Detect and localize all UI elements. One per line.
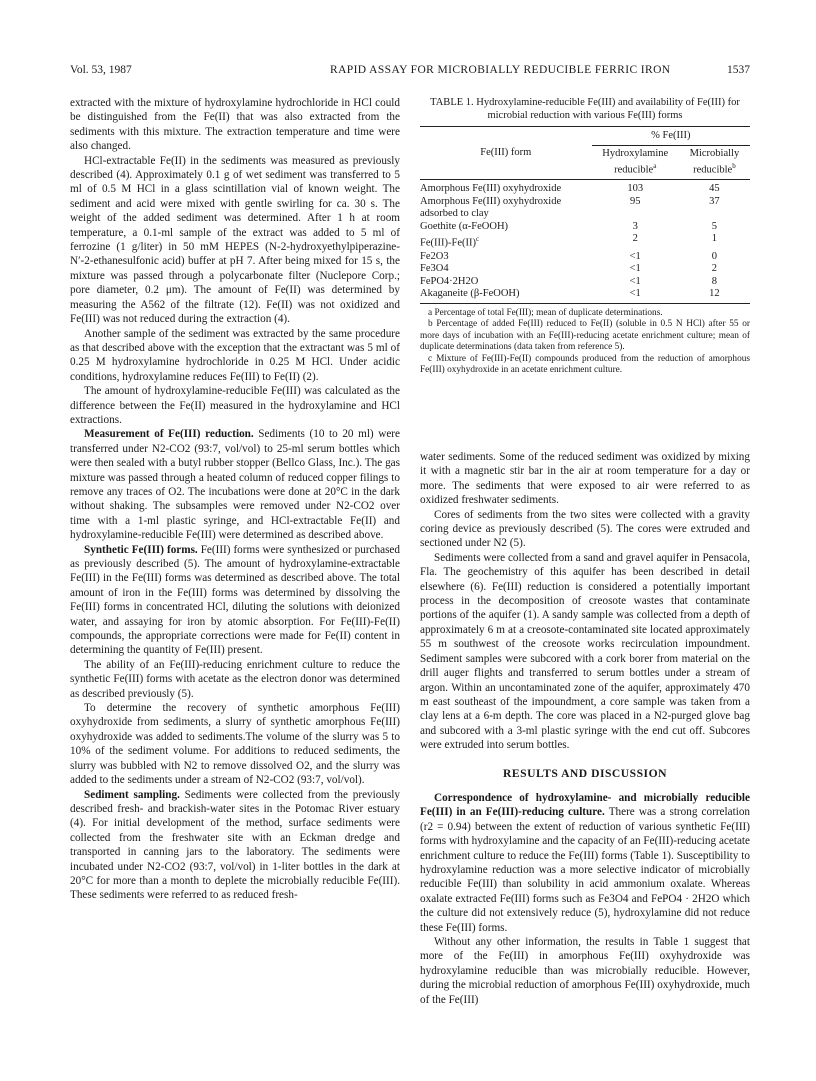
column-group-header: % Fe(III) [592,127,750,146]
footnote-b: b Percentage of added Fe(III) reduced to Fe(II) (soluble in 0.5 N HCl) after 55 or more days of incubation with an Fe(III)-reducing acetate enrichment culture; mean of duplicate determinations (data taken from reference 5). [420,319,750,353]
cell-microbially: 8 [711,275,718,287]
page-header [70,64,750,80]
table-1 [420,96,750,376]
column-header-hydroxylamine: Hydroxylamine reducible$^a$ [592,145,679,180]
cell-form: Fe3O4 [420,263,449,275]
cell-microbially: 5 [711,220,718,232]
paragraph: Another sample of the sediment was extracted by the same procedure as that described above with the exception that the extractant was 5 ml of 0.25 M hydroxylamine hydrochloride in 0.25 M HCl. Under acidic conditions, hydroxylamine reduces Fe(III) to Fe(II) (2). [70,327,400,383]
table-row [420,251,750,264]
cell-form: Fe2O3 [420,250,449,262]
table-row [420,196,750,221]
paragraph: Cores of sediments from the two sites were collected with a gravity coring device as previously described (5). The cores were extruded and sectioned under N2 (5). [420,508,750,550]
cell-microbially: 1 [711,233,718,245]
paragraph-body: Sediments (10 to 20 ml) were transferred under N2-CO2 (93:7, vol/vol) to 25-ml serum bottles which were then sealed with a butyl rubber stopper (Bellco Glass, Inc.). The gas mixture was passed through a heated column of reduced copper filings to remove any traces of O2. The incubations were done at 20°C in the dark without shaking. The subsamples were removed under N2-CO2 over time with a 1-ml plastic syringe, and HCl-extractable Fe(II) and hydroxylamine-reducible Fe(III) were determined as described above. [70,428,400,542]
paragraph: HCl-extractable Fe(II) in the sediments was measured as previously described (4). Approximately 0.1 g of wet sediment was transferred to 5 ml of 0.5 M HCl in a glass scintillation vial of known weight. The sediment and acid were mixed with gentle swirling for ca. 30 s. The weight of the added sediment was determined. After 1 h at room temperature, a 0.1-ml sample of the extract was added to 5 ml of ferrozine (1 g/liter) in 50 mM HEPES (N-2-hydroxyethylpiperazine-N′-2-ethanesulfonic acid) buffer at pH 7. After being mixed for 15 s, the mixture was passed through a polycarbonate filter (Nuclepore Corp.; pore diameter, 0.2 μm). The amount of Fe(II) was determined by measuring the A562 of the filtrate (12). Fe(II) was not oxidized and Fe(III) was not reduced during the extraction (4). [70,154,400,326]
paragraph: To determine the recovery of synthetic amorphous Fe(III) oxyhydroxide from sediments, a slurry of synthetic amorphous Fe(III) oxyhydroxide was added to sediments.The volume of the slurry was 5 to 10% of the sediment volume. For additions to reduced sediments, the slurry was bubbled with N2 to remove dissolved O2, and the slurry was added to the sediments under a stream of N2-CO2 (93:7, vol/vol). [70,702,400,787]
paragraph: water sediments. Some of the reduced sediment was oxidized by mixing it with a magnetic stir bar in the air at room temperature for a day or more. The sediments that were exposed to air were referred to as oxidized freshwater sediments. [420,451,750,507]
cell-hydroxylamine: <1 [629,263,641,275]
paragraph: Without any other information, the results in Table 1 suggest that more of the Fe(III) in amorphous Fe(III) oxyhydroxide was hydroxylamine reducible than was microbially reducible. However, during the microbial reduction of amorphous Fe(III) oxyhydroxide, much of the Fe(III) [420,936,750,1006]
cell-hydroxylamine: 103 [627,183,644,195]
section-heading: RESULTS AND DISCUSSION [503,766,667,780]
cell-microbially: 45 [709,183,720,195]
data-table [420,126,750,304]
paragraph-body: Fe(III) forms were synthesized or purchased as previously described (5). The amount of hydroxylamine-extractable Fe(III) in the Fe(III) forms was determined as described above. The total amount of iron in the Fe(III) forms was determined by dissolving the Fe(III) forms in concentrated HCl, diluting the solutions with deionized water, and assaying for iron by atomic absorption. For Fe(III)-Fe(II) compounds, the appropriate corrections were made for Fe(II) content in determining the quantity of Fe(III) present. [70,543,400,657]
table-footnotes [420,308,750,376]
runin-heading: Sediment sampling. [84,788,180,801]
paragraph-body: There was a strong correlation (r2 = 0.94) between the extent of reduction of various synthetic Fe(III) forms with hydroxylamine and the capacity of an Fe(III)-reducing acetate enrichment culture to reduce the Fe(III) forms (Table 1). Susceptibility to hydroxylamine reduction was a more selective indicator of microbially reducible Fe(III) than solubility in acid ammonium oxalate. Whereas oxalate extracted Fe(III) forms such as Fe3O4 and FePO4 · 2H2O which the culture did not extensively reduce (5), hydroxylamine did not reduce these Fe(III) forms. [420,806,751,934]
table-row [420,263,750,276]
cell-microbially: 12 [679,288,750,303]
cell-hydroxylamine: 95 [629,195,641,207]
right-column [420,450,750,1007]
paragraph: The amount of hydroxylamine-reducible Fe(III) was calculated as the difference between the Fe(II) measured in the hydroxylamine and HCl extractions. [70,385,400,426]
paragraph: Sediments were collected from a sand and gravel aquifer in Pensacola, Fla. The geochemistry of this aquifer has been described in detail elsewhere (6). Fe(III) reduction is considered a potentially important process in the decomposition of creosote wastes that contaminate portions of the aquifer (1). A sandy sample was collected from a depth of approximately 6 m at a creosote-contaminated site located approximately 55 m southwest of the creosote works recirculation impoundment. Sediment samples were subcored with a cork borer from material on the drill auger flights and transferred to serum bottles under a stream of argon. Within an uncontaminated zone of the aquifer, approximately 470 m east southeast of the impoundment, a core sample was taken from a clay lens at a 6-m depth. The core was placed in a N2-purged glove bag and subcored with a 3-ml plastic syringe with the end cut off. Subcores were extruded into serum bottles. [420,551,750,752]
cell-hydroxylamine: <1 [629,250,641,262]
paragraph [70,427,400,542]
running-title: RAPID ASSAY FOR MICROBIALLY REDUCIBLE FERRIC IRON [330,64,671,76]
table-row [420,233,750,250]
paragraph: extracted with the mixture of hydroxylamine hydrochloride in HCl could be distinguished from the Fe(II) that was also extracted from the sediments with this mixture. The extraction temperature and time were also changed. [70,97,400,153]
table-row [420,180,750,196]
cell-form: Amorphous Fe(III) oxyhydroxide [420,183,562,195]
column-header-form: Fe(III) form [420,127,592,180]
paragraph [70,788,400,903]
runin-heading: Synthetic Fe(III) forms. [84,543,198,556]
cell-form: Fe(III)-Fe(II)$^c$ [420,235,480,249]
cell-form: Amorphous Fe(III) oxyhydroxide adsorbed to clay [420,195,562,220]
cell-form: Goethite (α-FeOOH) [420,220,509,232]
cell-microbially: 0 [711,250,718,262]
runin-heading: Measurement of Fe(III) reduction. [84,428,254,441]
paragraph [420,791,750,935]
left-column [70,96,400,903]
cell-microbially: 2 [711,263,718,275]
footnote-a: a Percentage of total Fe(III); mean of duplicate determinations. [428,307,663,318]
cell-hydroxylamine: <1 [592,288,679,303]
cell-microbially: 37 [709,195,720,207]
paragraph-body: Sediments were collected from the previously described fresh- and brackish-water sites in the Potomac River estuary (4). For initial development of the method, surface sediments were collected from the freshwater site with an Eckman dredge and transported in canning jars to the laboratory. The sediments were incubated under N2-CO2 (93:7, vol/vol) in 1-liter bottles in the dark at 20°C for more than a month to deplete the microbially reducible Fe(III). These sediments were referred to as reduced fresh- [70,788,400,902]
cell-hydroxylamine: 2 [632,233,638,245]
table-row [420,221,750,234]
column-header-microbially: Microbially reducible$^b$ [679,145,750,180]
table-row [420,288,750,303]
paragraph [70,543,400,658]
table-row [420,276,750,289]
table-caption: TABLE 1. Hydroxylamine-reducible Fe(III) and availability of Fe(III) for microbial reduction with various Fe(III) forms [430,97,740,121]
cell-hydroxylamine: <1 [629,275,641,287]
volume-label: Vol. 53, 1987 [70,64,132,76]
cell-form: FePO4·2H2O [420,275,479,287]
footnote-c: c Mixture of Fe(III)-Fe(II) compounds produced from the reduction of amorphous Fe(III) oxyhydroxide in an acetate enrichment culture. [420,353,750,375]
paragraph: The ability of an Fe(III)-reducing enrichment culture to reduce the synthetic Fe(III) forms with acetate as the electron donor was determined as described previously (5). [70,658,400,700]
page-number: 1537 [727,64,750,76]
runin-heading: Correspondence of hydroxylamine- and microbially reducible Fe(III) in an Fe(III)-reducing culture. [420,791,750,819]
cell-hydroxylamine: 3 [632,220,638,232]
cell-form: Akaganeite (β-FeOOH) [420,288,592,303]
